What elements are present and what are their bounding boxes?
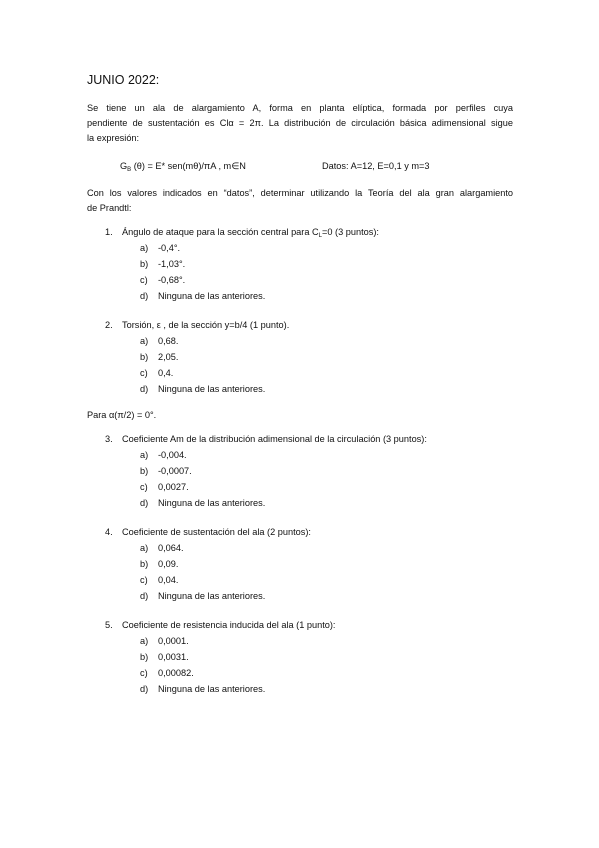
- option-c: c) 0,00082.: [140, 668, 194, 678]
- given-data: Datos: A=12, E=0,1 y m=3: [322, 161, 430, 171]
- option-c: c) 0,4.: [140, 368, 174, 378]
- formula-g-subscript: B: [127, 167, 132, 173]
- problem-statement: [87, 101, 513, 146]
- option-a: a) 0,064.: [140, 543, 184, 553]
- task-statement: [87, 186, 513, 216]
- question-4-options: [140, 540, 265, 604]
- question-number: 4.: [105, 527, 113, 537]
- option-a: a) -0,4°.: [140, 243, 181, 253]
- option-d: d) Ninguna de las anteriores.: [140, 384, 266, 394]
- option-c: c) 0,04.: [140, 575, 179, 585]
- task-line-1: Con los valores indicados en “datos”, determinar utilizando la Teoría del ala gran alargamiento: [87, 188, 513, 198]
- question-text: Ángulo de ataque para la sección central para C: [122, 227, 319, 237]
- circulation-formula: [120, 161, 246, 173]
- exam-title: JUNIO 2022:: [87, 73, 160, 87]
- task-line-2: de Prandtl:: [87, 203, 132, 213]
- statement-line-2: pendiente de sustentación es Clα = 2π. La distribución de circulación básica adimensional sigue: [87, 118, 513, 128]
- option-b: b) 0,0031.: [140, 652, 189, 662]
- option-d: d) Ninguna de las anteriores.: [140, 291, 266, 301]
- question-2: [105, 320, 289, 330]
- question-number: 3.: [105, 434, 113, 444]
- question-3: [105, 434, 427, 444]
- question-number: 5.: [105, 620, 113, 630]
- option-d: d) Ninguna de las anteriores.: [140, 591, 266, 601]
- option-b: b) 0,09.: [140, 559, 179, 569]
- formula-g: G: [120, 161, 128, 171]
- question-number: 1.: [105, 227, 113, 237]
- question-text: Torsión, ε , de la sección y=b/4 (1 punto).: [122, 320, 290, 330]
- option-a: a) 0,68.: [140, 336, 179, 346]
- question-1: [105, 227, 379, 239]
- question-5-options: [140, 633, 265, 697]
- question-text-end: =0 (3 puntos):: [321, 227, 379, 237]
- option-b: b) 2,05.: [140, 352, 179, 362]
- question-text: Coeficiente de resistencia inducida del ala (1 punto):: [122, 620, 336, 630]
- question-5: [105, 620, 335, 630]
- question-1-options: [140, 240, 265, 304]
- statement-line-1: Se tiene un ala de alargamiento A, forma en planta elíptica, formada por perfiles cuya: [87, 103, 513, 113]
- question-text: Coeficiente de sustentación del ala (2 puntos):: [122, 527, 311, 537]
- option-b: b) -0,0007.: [140, 466, 192, 476]
- option-d: d) Ninguna de las anteriores.: [140, 684, 266, 694]
- condition-note: Para α(π/2) = 0°.: [87, 410, 157, 420]
- option-b: b) -1,03°.: [140, 259, 186, 269]
- statement-line-3: la expresión:: [87, 133, 140, 143]
- option-a: a) 0,0001.: [140, 636, 189, 646]
- question-text: Coeficiente Am de la distribución adimensional de la circulación (3 puntos):: [122, 434, 427, 444]
- question-2-options: [140, 333, 265, 397]
- option-a: a) -0,004.: [140, 450, 187, 460]
- option-d: d) Ninguna de las anteriores.: [140, 498, 266, 508]
- question-subscript: L: [318, 233, 322, 239]
- question-3-options: [140, 447, 265, 511]
- question-number: 2.: [105, 320, 113, 330]
- option-c: c) -0,68°.: [140, 275, 186, 285]
- question-4: [105, 527, 311, 537]
- option-c: c) 0,0027.: [140, 482, 189, 492]
- formula-expression: (θ) = E* sen(mθ)/πA , m∈N: [131, 161, 246, 171]
